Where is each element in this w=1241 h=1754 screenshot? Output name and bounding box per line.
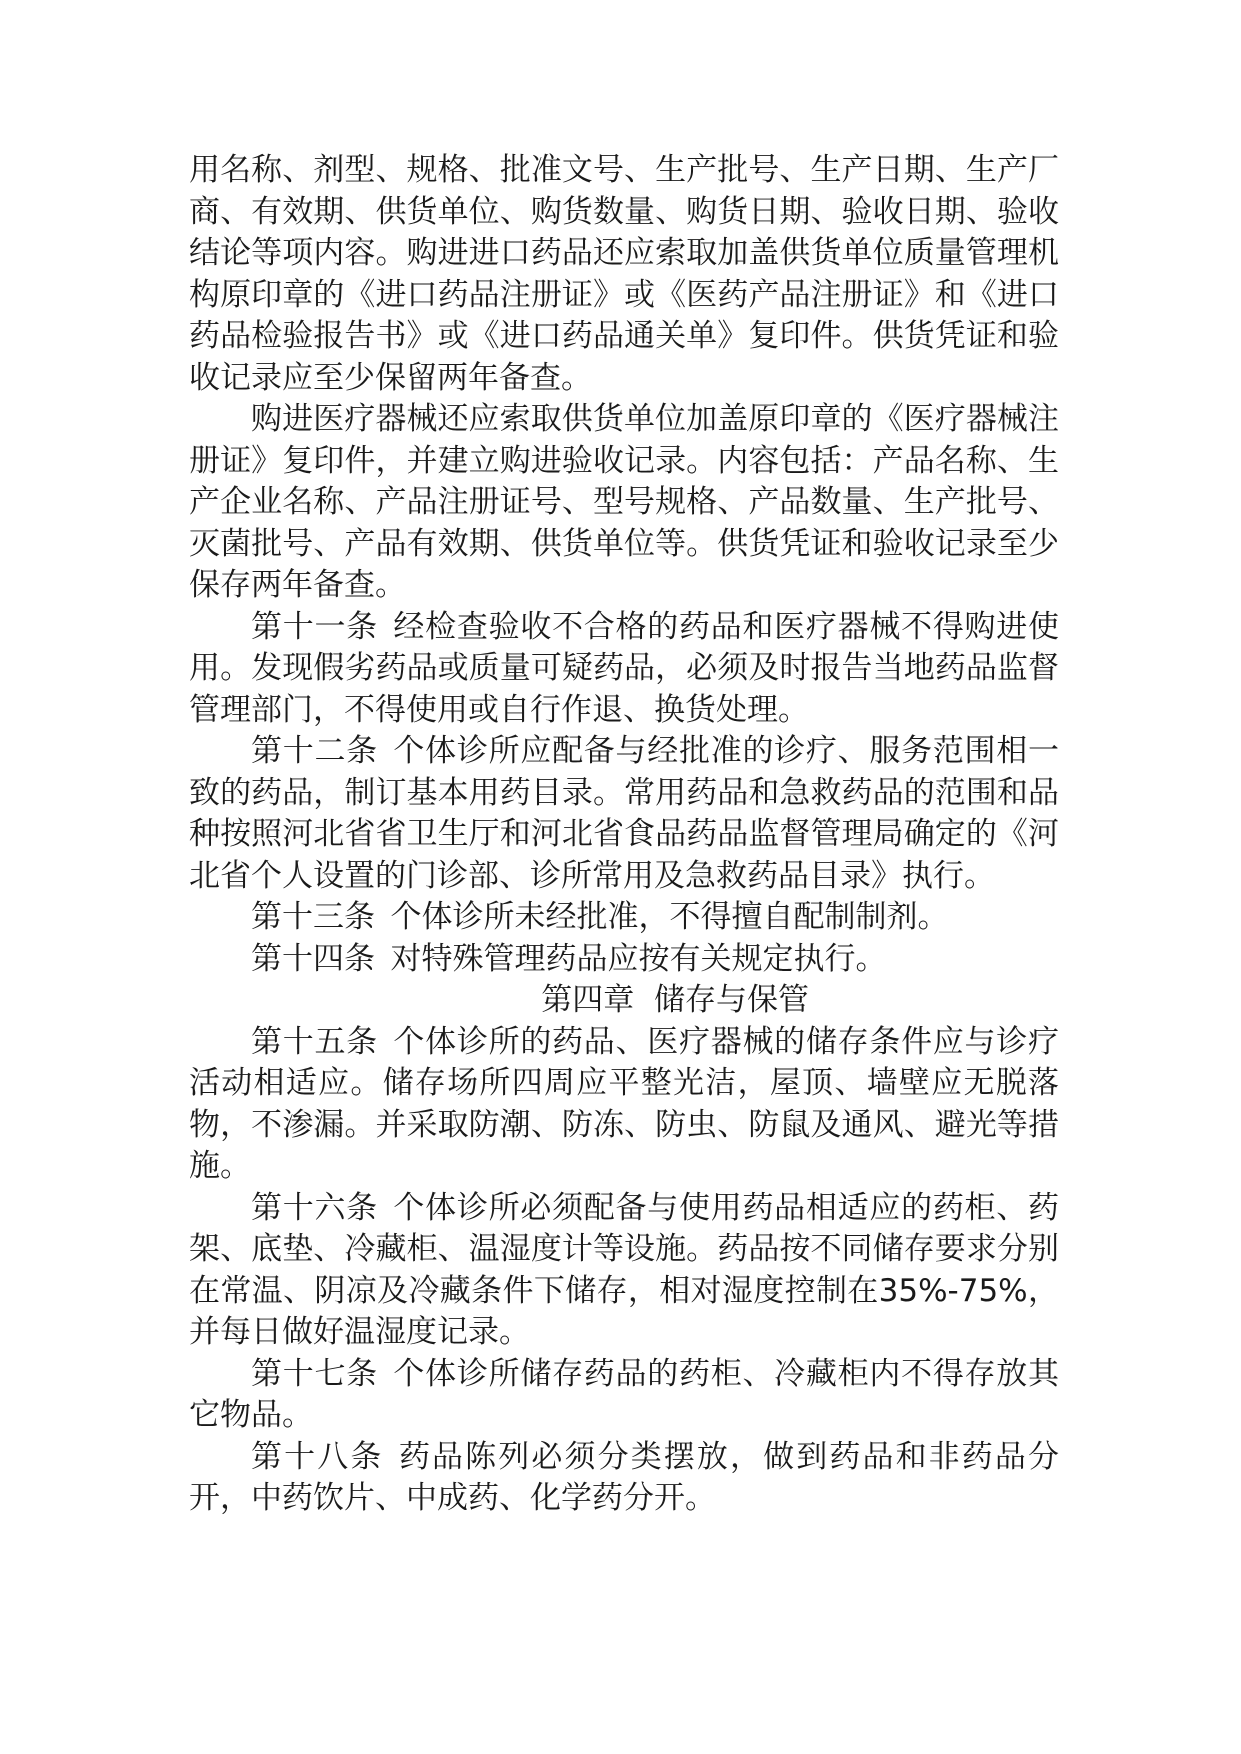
paragraph-text: 用名称、剂型、规格、批准文号、生产批号、生产日期、生产厂商、有效期、供货单位、购货数量、购货日期、验收日期、验收结论等项内容。购进进口药品还应索取加盖供货单位质量管理机构原印章的《进口药品注册证》或《医药产品注册证》和《进口药品检验报告书》或《进口药品通关单》复印件。供货凭证和验收记录应至少保留两年备查。: [189, 152, 1059, 396]
article-text: 对特殊管理药品应按有关规定执行。: [390, 940, 887, 977]
article-14: [189, 939, 1059, 981]
article-number: 第十七条: [251, 1355, 378, 1392]
paragraph-continuation: [189, 150, 1059, 399]
article-number: 第十八条: [251, 1438, 384, 1475]
chapter-heading: 第四章 储存与保管: [541, 982, 809, 1018]
paragraph-text: 购进医疗器械还应索取供货单位加盖原印章的《医疗器械注册证》复印件，并建立购进验收记录。内容包括：产品名称、生产企业名称、产品注册证号、型号规格、产品数量、生产批号、灭菌批号、产品有效期、供货单位等。供货凭证和验收记录至少保存两年备查。: [189, 401, 1059, 603]
article-text: 个体诊所未经批准，不得擅自配制制剂。: [390, 899, 949, 935]
article-number: 第十二条: [251, 733, 378, 769]
article-number: 第十四条: [251, 940, 375, 977]
article-text: 个体诊所的药品、医疗器械的储存条件应与诊疗活动相适应。储存场所四周应平整光洁，屋顶、墙壁应无脱落物，不渗漏。并采取防潮、防冻、防虫、防鼠及通风、避光等措施。: [189, 1023, 1060, 1184]
article-11: [189, 607, 1059, 732]
article-text: 经检查验收不合格的药品和医疗器械不得购进使用。发现假劣药品或质量可疑药品，必须及时报告当地药品监督管理部门，不得使用或自行作退、换货处理。: [189, 608, 1060, 728]
article-text: 个体诊所储存药品的药柜、冷藏柜内不得存放其它物品。: [189, 1355, 1060, 1433]
article-13: [189, 897, 1059, 939]
article-17: [189, 1354, 1059, 1437]
paragraph-medical-devices: [189, 399, 1059, 607]
article-15: [189, 1022, 1059, 1188]
document-page: [189, 150, 1059, 1520]
article-number: 第十一条: [251, 608, 378, 645]
article-number: 第十三条: [251, 899, 375, 935]
article-number: 第十五条: [251, 1023, 378, 1060]
article-text: 个体诊所必须配备与使用药品相适应的药柜、药架、底垫、冷藏柜、温湿度计等设施。药品按不同储存要求分别在常温、阴凉及冷藏条件下储存，相对湿度控制在35%-75%，并每日做好温湿度记录。: [189, 1189, 1060, 1350]
article-text: 个体诊所应配备与经批准的诊疗、服务范围相一致的药品，制订基本用药目录。常用药品和急救药品的范围和品种按照河北省省卫生厅和河北省食品药品监督管理局确定的《河北省个人设置的门诊部、诊所常用及急救药品目录》执行。: [189, 733, 1060, 894]
article-number: 第十六条: [251, 1189, 378, 1226]
article-text: 药品陈列必须分类摆放，做到药品和非药品分开，中药饮片、中成药、化学药分开。: [189, 1438, 1060, 1516]
article-12: [189, 731, 1059, 897]
article-18: [189, 1437, 1059, 1520]
article-16: [189, 1188, 1059, 1354]
